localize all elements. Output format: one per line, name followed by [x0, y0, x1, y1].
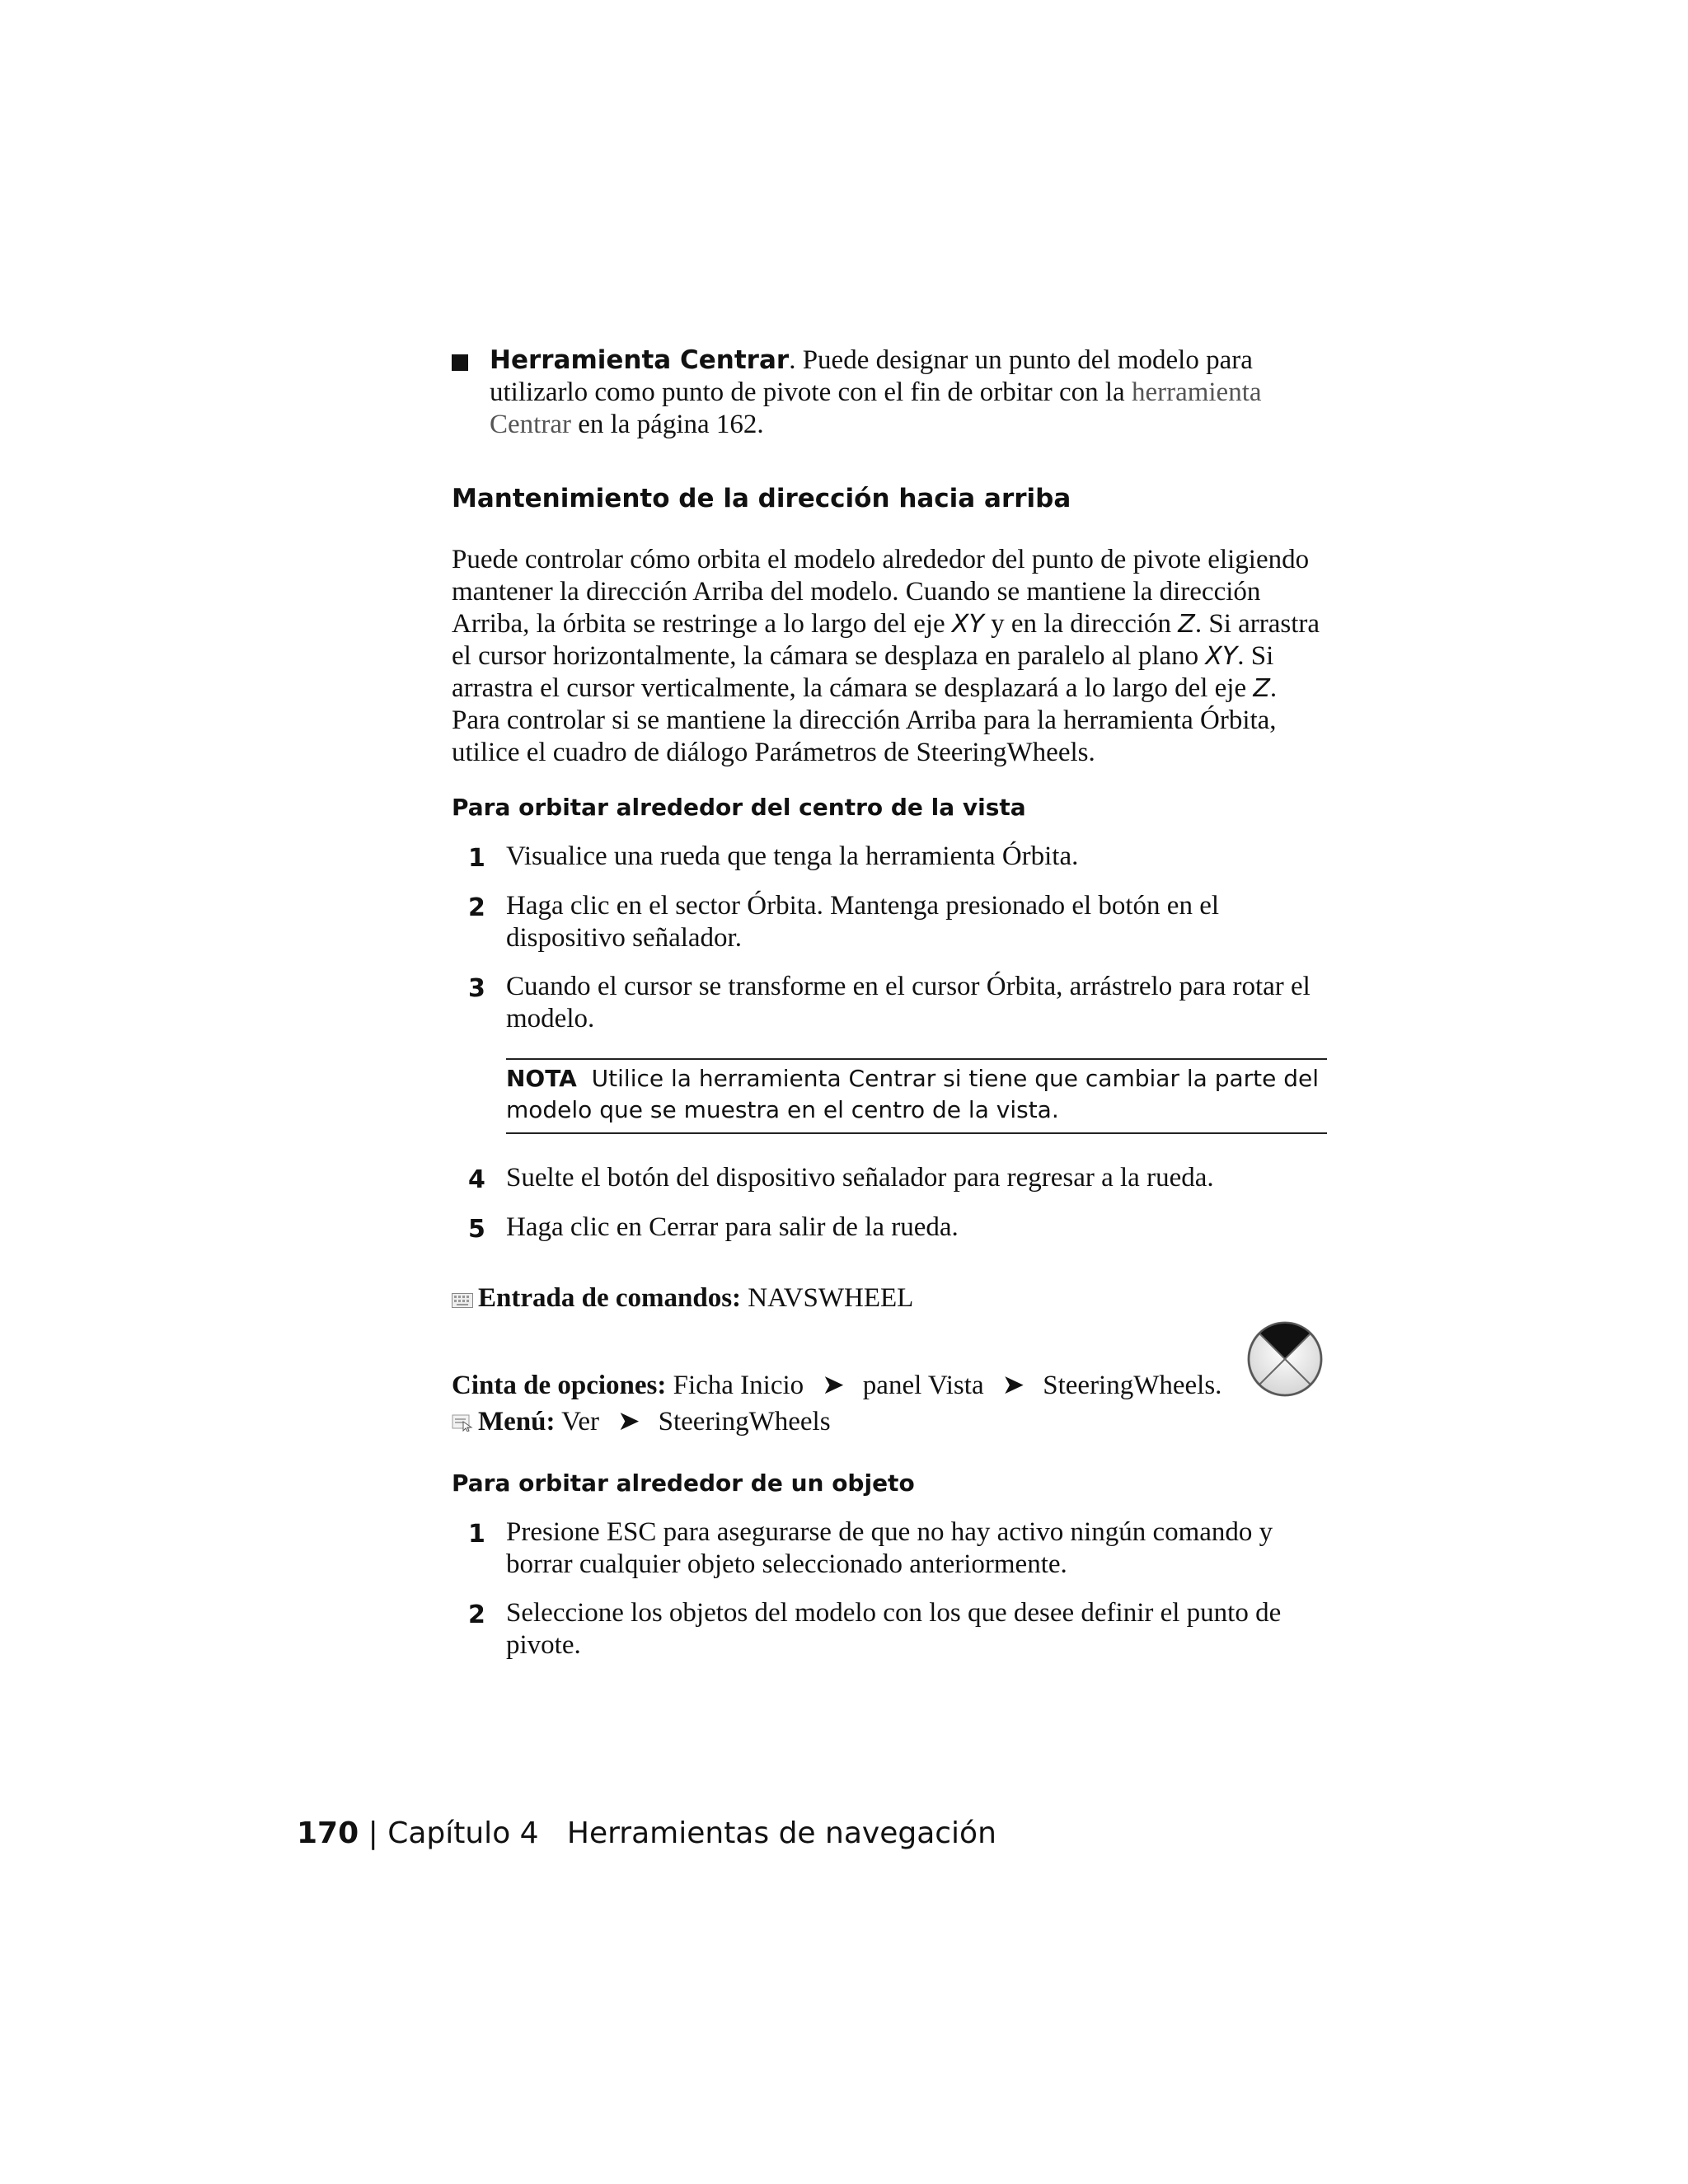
para-text-2: y en la dirección: [983, 609, 1179, 639]
step-1-text: Visualice una rueda que tenga la herramienta Órbita.: [506, 841, 1079, 871]
bullet-term: Herramienta Centrar: [490, 345, 790, 375]
menu-icon: [452, 1408, 473, 1440]
menu-item-steeringwheels: SteeringWheels: [658, 1407, 831, 1436]
para-axis-z-2: Z: [1253, 674, 1270, 703]
footer-title: Herramientas de navegación: [566, 1816, 996, 1850]
ribbon-tab: Ficha Inicio: [673, 1371, 804, 1400]
note-label: NOTA: [506, 1065, 577, 1092]
para-plane-xy: XY: [1205, 642, 1238, 671]
para-text-4: . Si arrastra el cursor verticalmente, la cámara se desplazará a lo largo del eje: [452, 641, 1274, 703]
procedure-1-heading: Para orbitar alrededor del centro de la vista: [452, 794, 1026, 821]
footer-separator: |: [368, 1816, 378, 1850]
para-axis-z: Z: [1178, 610, 1195, 639]
ribbon-panel: panel Vista: [862, 1371, 984, 1400]
note-bottom-rule: [506, 1132, 1327, 1134]
note-text: Utilice la herramienta Centrar si tiene que cambiar la parte del modelo que se muestra en el centro de la vista.: [506, 1065, 1320, 1123]
step-4-number: 4: [468, 1165, 485, 1194]
proc2-step-2-number: 2: [468, 1601, 485, 1629]
arrow-icon: ➤: [1001, 1371, 1025, 1400]
step-4-text: Suelte el botón del dispositivo señalador para regresar a la rueda.: [506, 1163, 1214, 1193]
footer-chapter: Capítulo 4: [387, 1816, 539, 1850]
ribbon-item: SteeringWheels.: [1043, 1371, 1222, 1400]
step-2-text: Haga clic en el sector Órbita. Mantenga presionado el botón en el dispositivo señalador.: [506, 891, 1220, 953]
arrow-icon: ➤: [822, 1371, 845, 1400]
step-1-number: 1: [468, 844, 485, 873]
proc2-step-2-text: Seleccione los objetos del modelo con los que desee definir el punto de pivote.: [506, 1598, 1282, 1660]
steeringwheel-orbit-icon: [1246, 1320, 1324, 1398]
body-paragraph: [452, 544, 1327, 769]
step-3-text: Cuando el cursor se transforme en el cursor Órbita, arrástrelo para rotar el modelo.: [506, 972, 1311, 1033]
ribbon-label: Cinta de opciones:: [452, 1371, 667, 1400]
procedure-2-heading: Para orbitar alrededor de un objeto: [452, 1469, 915, 1497]
section-heading: Mantenimiento de la dirección hacia arriba: [452, 484, 1071, 513]
ribbon-line: [452, 1370, 1221, 1402]
step-5-number: 5: [468, 1215, 485, 1244]
para-text-5: . Para controlar si se mantiene la dirección Arriba para la herramienta Órbita, utilice el cuadro de diálogo Parámetros de SteeringWheels.: [452, 673, 1278, 767]
para-axis-xy: XY: [951, 610, 984, 639]
bullet-text-2: en la página 162.: [570, 410, 764, 439]
menu-label: Menú:: [478, 1407, 556, 1436]
bullet-paragraph: [490, 344, 1330, 441]
proc2-step-1-text: Presione ESC para asegurarse de que no hay activo ningún comando y borrar cualquier objeto seleccionado anteriormente.: [506, 1517, 1273, 1579]
para-text-1: Puede controlar cómo orbita el modelo alrededor del punto de pivote eligiendo mantener la dirección Arriba del modelo. Cuando se mantiene la dirección Arriba, la órbita se restringe a lo largo del eje: [452, 545, 1310, 639]
page-footer: [297, 1816, 996, 1850]
command-entry-label: Entrada de comandos:: [478, 1283, 742, 1313]
step-5-text: Haga clic en Cerrar para salir de la rueda.: [506, 1212, 959, 1242]
bullet-text-1: . Puede designar un punto del modelo para utilizarlo como punto de pivote con el fin de orbitar con la: [490, 345, 1253, 407]
menu-item-ver: Ver: [561, 1407, 599, 1436]
step-2-number: 2: [468, 893, 485, 922]
centrar-link[interactable]: herramienta Centrar: [490, 377, 1262, 439]
arrow-icon: ➤: [617, 1407, 640, 1436]
note-block: [506, 1063, 1327, 1126]
bullet-square: [452, 354, 468, 371]
step-3-number: 3: [468, 974, 485, 1003]
note-top-rule: [506, 1058, 1327, 1060]
menu-line: [452, 1406, 831, 1440]
command-entry-line: [452, 1282, 913, 1316]
page-number: 170: [297, 1816, 359, 1850]
proc2-step-1-number: 1: [468, 1520, 485, 1549]
keyboard-icon: [452, 1284, 473, 1316]
para-text-3: . Si arrastra el cursor horizontalmente, la cámara se desplaza en paralelo al plano: [452, 609, 1320, 671]
command-entry-value: NAVSWHEEL: [748, 1283, 914, 1313]
